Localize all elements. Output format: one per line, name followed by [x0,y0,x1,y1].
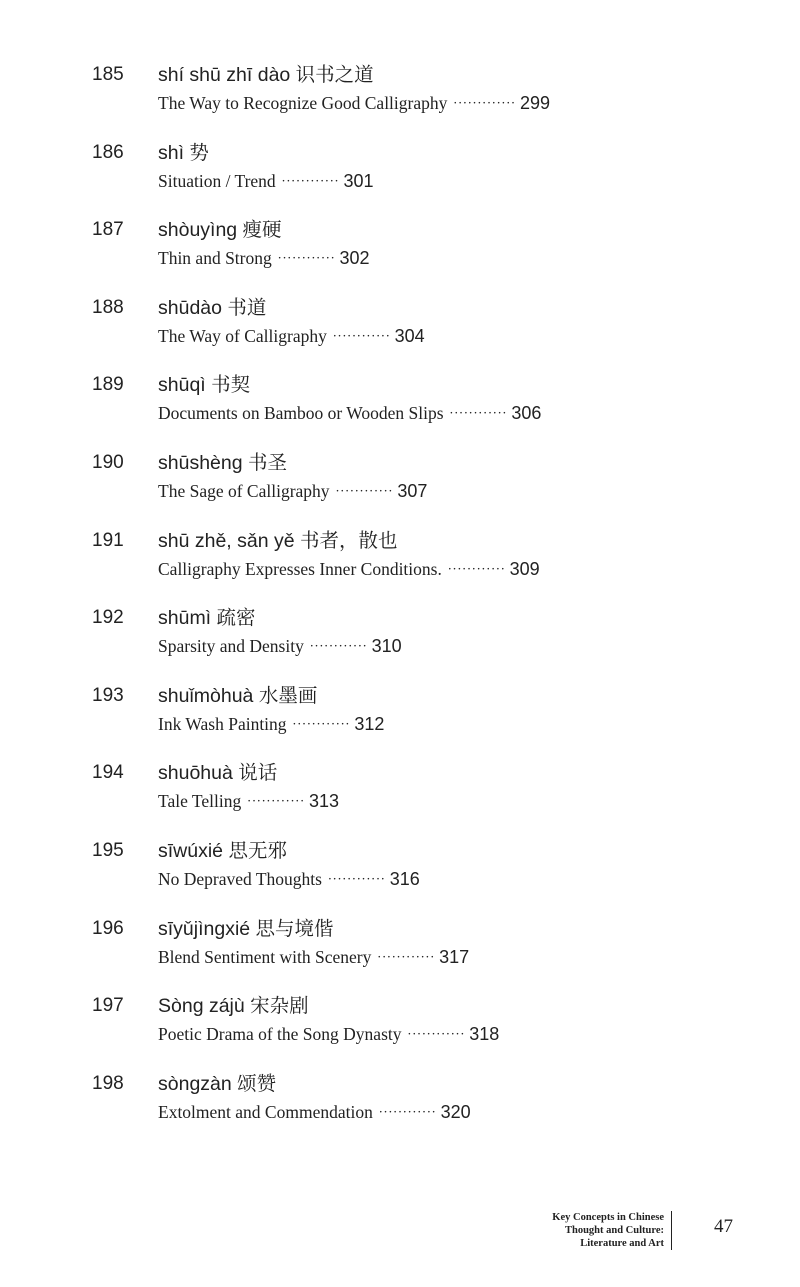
entry-title: Tale Telling [158,791,242,812]
entry-number: 186 [92,141,124,163]
entry-term: shūmì 疏密 [158,607,256,630]
entry-title: The Way of Calligraphy [158,325,327,346]
entry-title-line [158,1022,499,1046]
entry-number: 194 [92,762,124,784]
toc-entry[interactable] [92,1071,752,1149]
entry-term: Sòng zájù 宋杂剧 [158,995,309,1018]
entry-page-number: 313 [309,791,340,812]
toc-entry[interactable] [92,217,752,295]
entry-title-line [158,712,384,736]
entry-title: The Sage of Calligraphy [158,480,330,501]
entry-page-number: 304 [394,325,425,346]
toc-entry[interactable] [92,295,752,373]
entry-title: No Depraved Thoughts [158,868,322,889]
dot-leader: ············ [449,406,508,421]
entry-page-number: 310 [371,636,402,657]
toc-entry[interactable] [92,760,752,838]
entry-number: 198 [92,1072,124,1094]
entry-number: 191 [92,529,124,551]
book-title-line: Literature and Art [580,1238,664,1249]
entry-term: shuǐmòhuà 水墨画 [158,684,318,707]
entry-page-number: 307 [397,480,428,501]
entry-title: Blend Sentiment with Scenery [158,946,372,967]
entry-title-line [158,789,339,813]
dot-leader: ············ [335,483,394,498]
dot-leader: ············ [447,561,506,576]
entry-term: shì 势 [158,141,209,164]
entry-title: Documents on Bamboo or Wooden Slips [158,403,444,424]
entry-number: 187 [92,219,124,241]
entry-term: shūshèng 书圣 [158,451,287,474]
entry-number: 192 [92,607,124,629]
entry-title-line [158,401,541,425]
toc-entry[interactable] [92,450,752,528]
entry-page-number: 317 [439,946,470,967]
entry-page-number: 309 [509,558,540,579]
entry-term: sòngzàn 颂赞 [158,1072,277,1095]
toc-entry[interactable] [92,372,752,450]
entry-title-line [158,867,420,891]
dot-leader: ············ [277,251,336,266]
entry-term: shūqì 书契 [158,374,251,397]
entry-page-number: 299 [519,93,551,113]
entry-number: 197 [92,995,124,1017]
entry-title: Calligraphy Expresses Inner Conditions. [158,558,442,579]
entry-title: Sparsity and Density [158,636,304,657]
book-title-line: Key Concepts in Chinese [552,1212,664,1223]
entry-title: Situation / Trend [158,170,276,191]
dot-leader: ············ [247,794,306,809]
dot-leader: ············ [292,716,351,731]
dot-leader: ············ [407,1027,466,1042]
toc-entry[interactable] [92,140,752,218]
entry-number: 188 [92,296,124,318]
toc-entry[interactable] [92,916,752,994]
dot-leader: ············ [377,949,436,964]
entry-term: sīyǔjìngxié 思与境偕 [158,917,334,940]
entry-page-number: 316 [389,868,420,889]
dot-leader: ············ [281,173,340,188]
entry-number: 193 [92,684,124,706]
entry-title: The Way to Recognize Good Calligraphy [158,93,448,113]
dot-leader: ············ [378,1104,437,1119]
entry-number: 189 [92,374,124,396]
dot-leader: ············ [309,639,368,654]
entry-title-line [158,634,402,658]
dot-leader: ············ [332,328,391,343]
entry-title-line [158,479,427,503]
toc-entry[interactable] [92,62,752,140]
entry-page-number: 320 [440,1101,471,1122]
page-number: 47 [714,1216,733,1237]
entry-title: Extolment and Commendation [158,1101,373,1122]
entry-term: shí shū zhī dào 识书之道 [158,64,374,86]
entry-number: 196 [92,917,124,939]
toc-entry[interactable] [92,605,752,683]
book-title-line: Thought and Culture: [564,1225,664,1236]
entry-title-line [158,169,374,193]
entry-page-number: 312 [354,713,385,734]
entry-title-line [158,945,469,969]
dot-leader: ············ [327,871,386,886]
entry-title: Poetic Drama of the Song Dynasty [158,1024,402,1045]
entry-title-line [158,324,425,348]
toc-entry[interactable] [92,838,752,916]
entry-title: Thin and Strong [158,248,272,269]
entry-term: shūdào 书道 [158,296,267,319]
entry-title-line [158,246,370,270]
toc-entry[interactable] [92,993,752,1071]
entry-title-line [158,557,540,581]
entry-title-line [158,1100,471,1124]
entry-number: 195 [92,839,124,861]
entry-page-number: 302 [339,248,370,269]
table-of-contents [92,62,752,1148]
entry-term: shòuyìng 瘦硬 [158,219,282,242]
dot-leader: ············· [453,96,516,110]
entry-number: 190 [92,451,124,473]
entry-page-number: 306 [511,403,542,424]
entry-term: shū zhě, sǎn yě 书者，散也 [158,529,398,552]
toc-entry[interactable] [92,683,752,761]
entry-page-number: 318 [469,1024,500,1045]
entry-term: shuōhuà 说话 [158,762,278,785]
entry-page-number: 301 [343,170,374,191]
entry-title-line [158,91,550,115]
running-footer [464,1211,672,1250]
entry-number: 185 [92,64,124,85]
toc-entry[interactable] [92,528,752,606]
entry-title: Ink Wash Painting [158,713,287,734]
entry-term: sīwúxié 思无邪 [158,839,287,862]
